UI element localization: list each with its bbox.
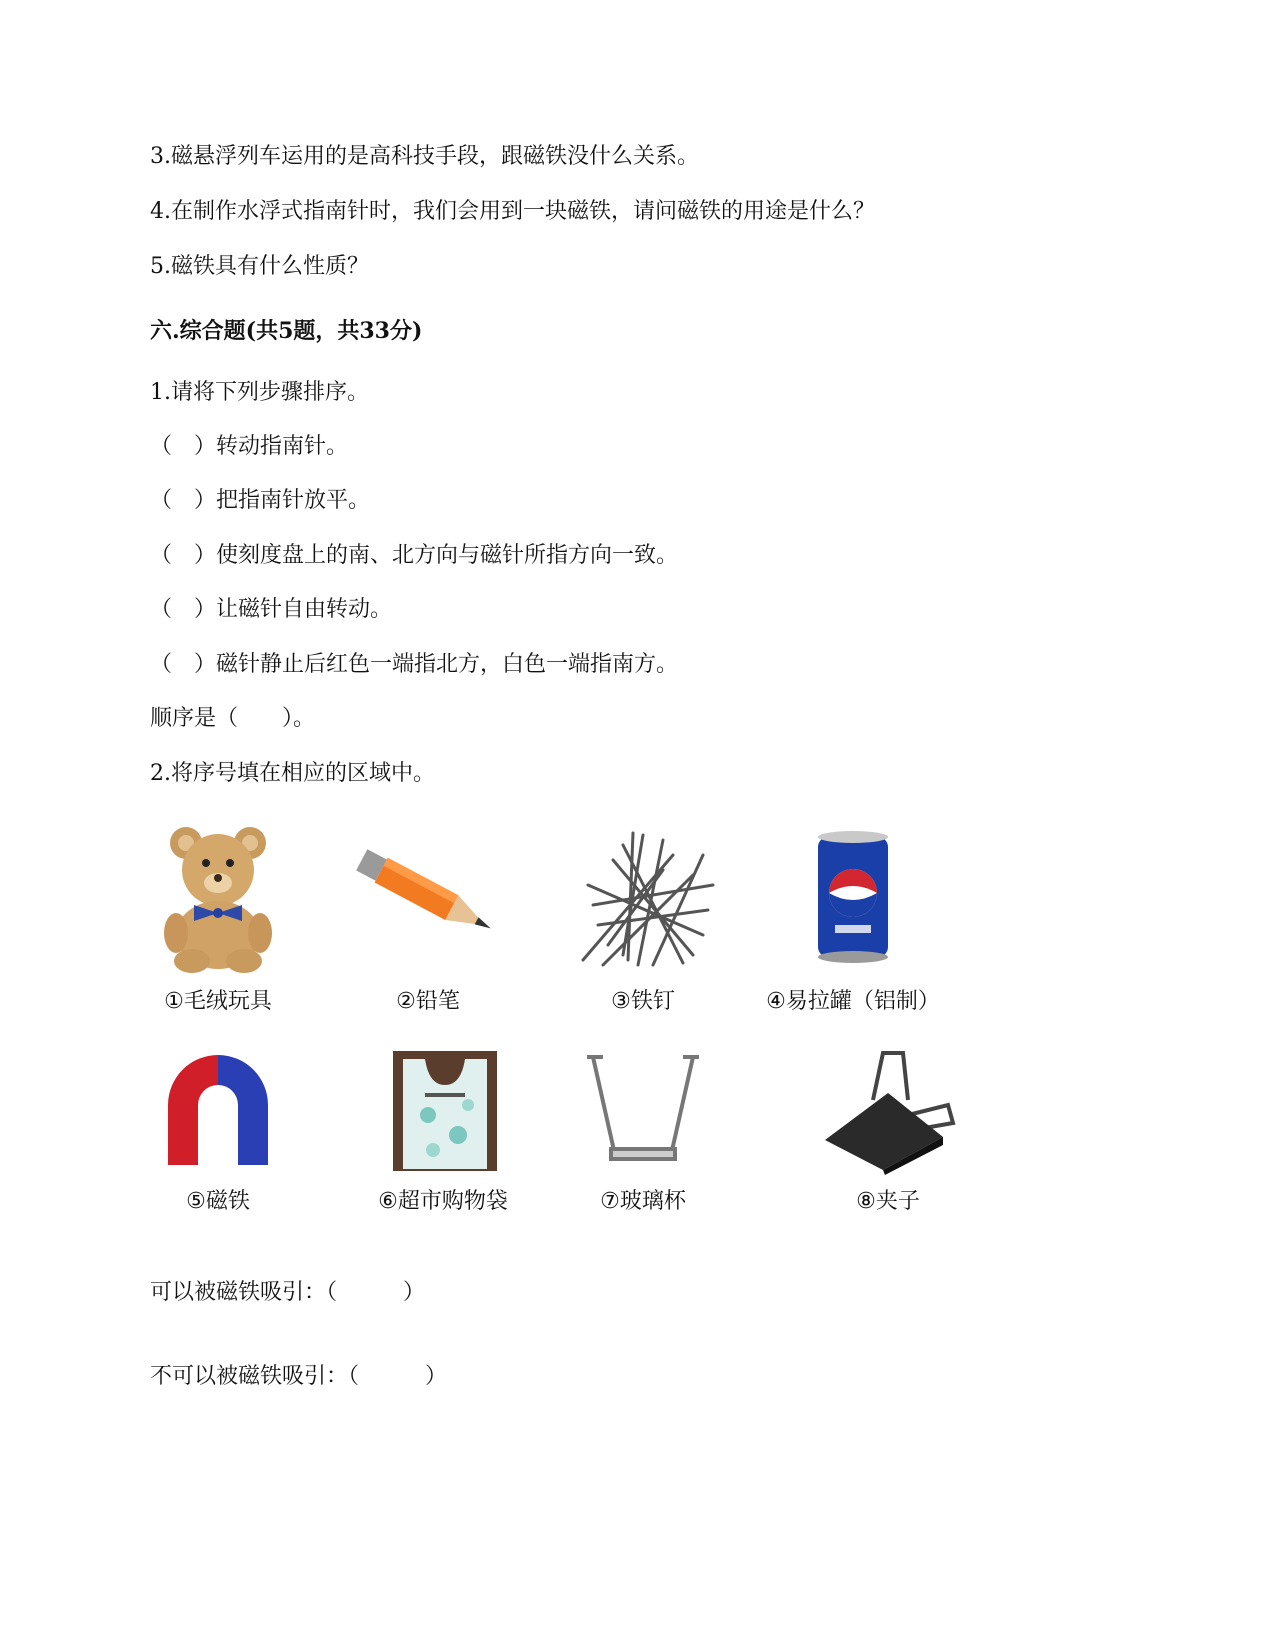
- shopping-bag-icon: [373, 1045, 513, 1175]
- q1-prompt: 1.请将下列步骤排序。: [150, 380, 369, 405]
- item-label: ⑦玻璃杯: [600, 1189, 686, 1214]
- glass-cup-icon: [573, 1045, 713, 1175]
- question-4: 4.在制作水浮式指南针时，我们会用到一块磁铁，请问磁铁的用途是什么？: [150, 199, 875, 224]
- question-5: 5.磁铁具有什么性质？: [150, 254, 369, 279]
- q2-not-attracted: 不可以被磁铁吸引：（ ）: [150, 1364, 448, 1389]
- q1-step: （ ）磁针静止后红色一端指北方，白色一端指南方。: [150, 652, 679, 677]
- binder-clip-icon: [813, 1045, 963, 1175]
- item-label: ⑥超市购物袋: [378, 1189, 508, 1214]
- question-3: 3.磁悬浮列车运用的是高科技手段，跟磁铁没什么关系。: [150, 144, 699, 169]
- item-label: ①毛绒玩具: [164, 989, 272, 1014]
- pencil-icon: [343, 815, 513, 975]
- q1-step: （ ）把指南针放平。: [150, 488, 371, 513]
- item-glass-cup: [543, 1045, 743, 1217]
- q1-order: 顺序是（ ）。: [150, 706, 316, 731]
- q2-attracted: 可以被磁铁吸引：（ ）: [150, 1280, 426, 1305]
- item-teddy-bear: [118, 815, 318, 1017]
- item-magnet: [118, 1045, 318, 1217]
- item-label: ⑧夹子: [856, 1189, 920, 1214]
- item-soda-can: [753, 815, 953, 1017]
- item-label: ⑤磁铁: [186, 1189, 250, 1214]
- item-binder-clip: [788, 1045, 988, 1217]
- q1-step: （ ）让磁针自由转动。: [150, 597, 393, 622]
- q1-step: （ ）使刻度盘上的南、北方向与磁针所指方向一致。: [150, 543, 679, 568]
- item-label: ②铅笔: [396, 989, 460, 1014]
- teddy-bear-icon: [148, 815, 288, 975]
- horseshoe-magnet-icon: [148, 1045, 288, 1175]
- iron-nails-icon: [563, 815, 723, 975]
- item-iron-nails: [543, 815, 743, 1017]
- q1-step: （ ）转动指南针。: [150, 434, 349, 459]
- section-title: 六.综合题(共5题，共33分): [150, 318, 423, 344]
- soda-can-icon: [773, 815, 933, 975]
- item-label: ③铁钉: [611, 989, 675, 1014]
- q2-prompt: 2.将序号填在相应的区域中。: [150, 761, 435, 786]
- item-shopping-bag: [343, 1045, 543, 1217]
- item-pencil: [328, 815, 528, 1017]
- item-label: ④易拉罐（铝制）: [766, 989, 940, 1014]
